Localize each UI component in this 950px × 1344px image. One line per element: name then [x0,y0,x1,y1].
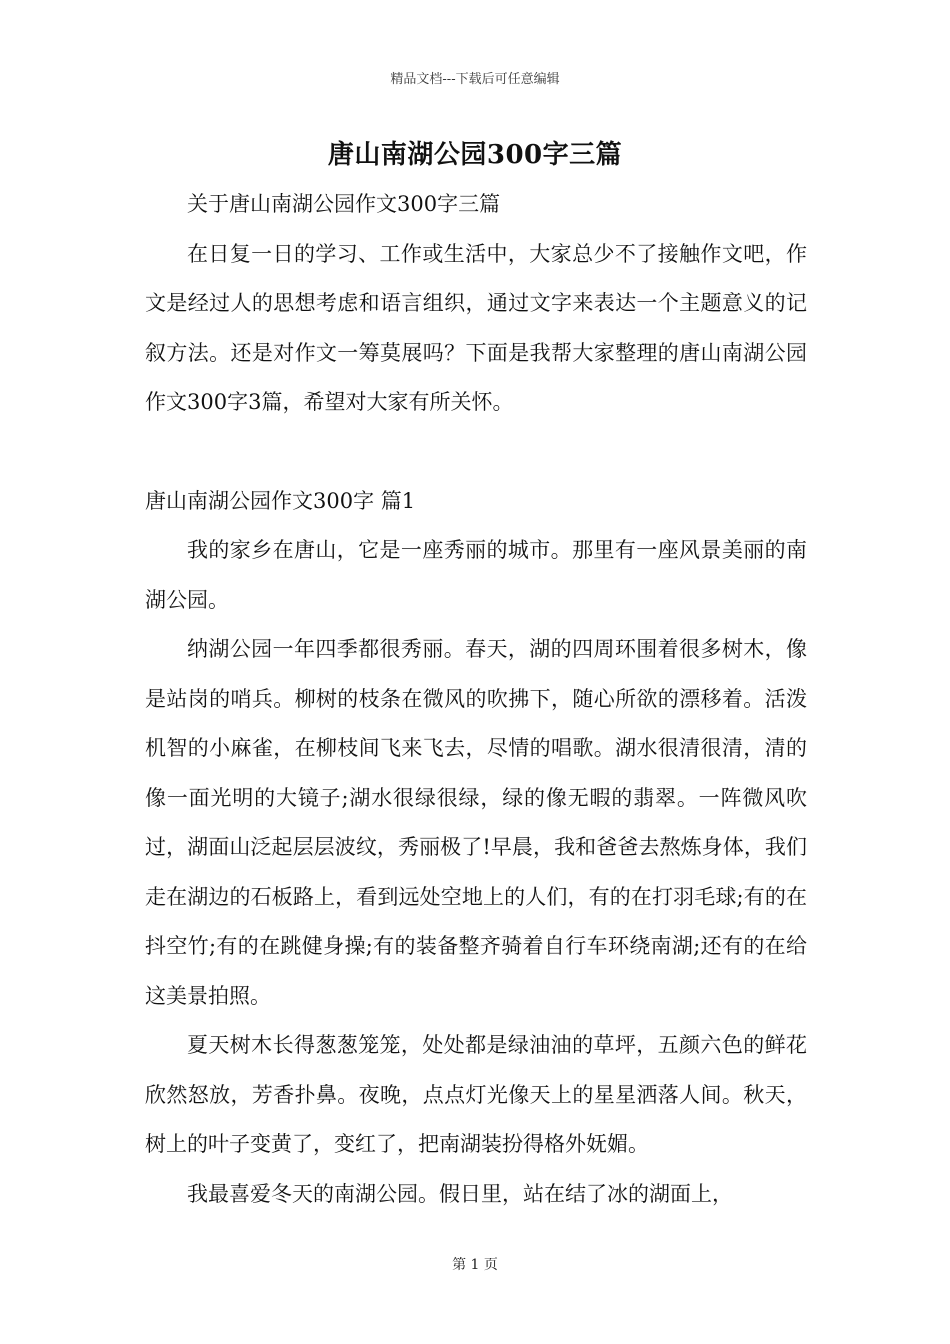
body-paragraph: 我最喜爱冬天的南湖公园。假日里，站在结了冰的湖面上， [187,1181,733,1206]
intro-paragraph: 在日复一日的学习、工作或生活中，大家总少不了接触作文吧，作文是经过人的思想考虑和语言组织，通过文字来表达一个主题意义的记叙方法。还是对作文一筹莫展吗？下面是我帮大家整理的唐山南湖公园作文300字3篇，希望对大家有所关怀。 [145,241,807,414]
document-subtitle: 关于唐山南湖公园作文300字三篇 [187,192,501,216]
section-heading: 唐山南湖公园作文300字 篇1 [145,488,416,513]
document-title: 唐山南湖公园300字三篇 [327,140,623,170]
body-paragraph: 我的家乡在唐山，它是一座秀丽的城市。那里有一座风景美丽的南湖公园。 [145,538,807,612]
document-body [145,180,807,1219]
page-number: 第 1 页 [452,1257,498,1273]
header-note: 精品文档---下载后可任意编辑 [390,72,560,87]
body-paragraph: 纳湖公园一年四季都很秀丽。春天，湖的四周环围着很多树木，像是站岗的哨兵。柳树的枝条在微风的吹拂下，随心所欲的漂移着。活泼机智的小麻雀，在柳枝间飞来飞去，尽情的唱歌。湖水很清很清，清的像一面光明的大镜子;湖水很绿很绿，绿的像无暇的翡翠。一阵微风吹过，湖面山泛起层层波纹，秀丽极了!早晨，我和爸爸去熬炼身体，我们走在湖边的石板路上，看到远处空地上的人们，有的在打羽毛球;有的在抖空竹;有的在跳健身操;有的装备整齐骑着自行车环绕南湖;还有的在给这美景拍照。 [145,637,807,1008]
body-paragraph: 夏天树木长得葱葱笼笼，处处都是绿油油的草坪，五颜六色的鲜花欣然怒放，芳香扑鼻。夜晚，点点灯光像天上的星星洒落人间。秋天，树上的叶子变黄了，变红了，把南湖装扮得格外妩媚。 [145,1033,807,1156]
